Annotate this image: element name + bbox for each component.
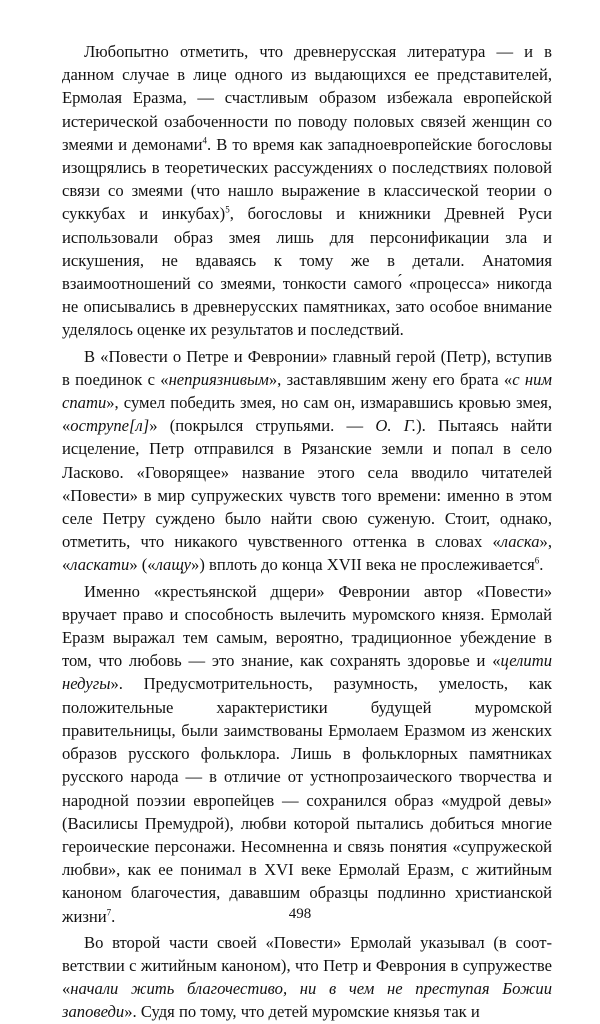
text-run: . В то время как западноевропейские богословы изощрялись в теоретических рассуждениях о последствиях половой связи со змеями (что нашло выражение в классической теории о суккубах и инкубах) — [62, 134, 553, 224]
text-run: , богословы и книжники Древней Руси использовали образ змея лишь для персонификации зла и искушения, не вдаваясь к тому же в детали. Анатомия взаимоотношений со змеями, тонкости самого́ «процесса» никогда не описывались в древнерусских памятниках, зато особое внимание уделялось оценке их результатов и последствий. — [62, 204, 552, 340]
text-run: ). Пытаясь найти исцеление, Петр отправился в Рязанские земли и попал в село Ласково. «Говорящее» название этого села вводило читателей «Повести» в мир супружеских чувств того времени: именно в этом селе Петру суждено было найти свою суженую. Стоит, однако, отметить, что никакого чувственного оттенка в словах « — [62, 416, 553, 552]
text-run: », сумел победить змея, но сам он, измаравшись кровью змея, « — [62, 393, 552, 436]
paragraph — [62, 40, 552, 342]
text-run: ». Судя по тому, что детей муромские князья так и — [124, 1002, 480, 1022]
text-run: », заставлявшим жену его брата « — [268, 369, 513, 389]
text-run: В «Повести о Петре и Февронии» главный герой (Петр), вступив в поединок с « — [62, 346, 552, 389]
text-run: . — [539, 555, 544, 575]
italic-quote: неприязнивым — [168, 369, 269, 389]
italic-quote: ласкати — [70, 555, 130, 575]
text-run: » (« — [129, 555, 156, 575]
text-run: . — [111, 906, 116, 926]
paragraph — [62, 931, 552, 1024]
body-text — [62, 40, 552, 1024]
paragraph — [62, 345, 552, 577]
italic-quote: ласка — [500, 532, 540, 552]
text-run: Любопытно отметить, что древнерусская литература — и в данном случае в лице одного из выдающихся ее представителей, Ермолая Еразма, — счастливым образом избежала европейской истерической озабоченности по поводу половых связей женщин со змеями и демонами — [62, 42, 552, 154]
text-run: Во второй части своей «Повести» Ермолай указывал (в соответствии с житийным каноном), что Петр и Феврония в супружестве « — [62, 932, 552, 999]
italic-quote: лащу — [155, 555, 192, 575]
italic-quote: острупе[л] — [70, 416, 150, 436]
italic-quote: О. Г. — [375, 416, 417, 436]
footnote-ref: 5 — [225, 204, 230, 215]
footnote-ref: 6 — [534, 555, 540, 566]
footnote-ref: 4 — [202, 135, 207, 146]
text-run: », « — [62, 532, 552, 575]
text-run: » (покрылся струпьями. — — [149, 416, 376, 436]
italic-quote: целити недугы — [62, 651, 552, 694]
italic-quote: с ним спати — [62, 369, 553, 413]
text-run: ») вплоть до конца XVII века не прослеживается — [191, 555, 535, 575]
italic-quote: начали жить благочестиво, ни в чем не преступая Божии заповеди — [62, 979, 552, 1022]
footnote-ref: 7 — [106, 906, 112, 917]
page-number: 498 — [288, 906, 312, 922]
paragraph — [62, 580, 552, 928]
text-run: Именно «крестьянской дщери» Февронии автор «Повести» вручает право и способность вылечить муромского князя. Ермолай Еразм выражал тем самым, вероятно, традиционное убеждение в том, что любовь — это знание, как сохранять здоровье и « — [62, 581, 552, 671]
text-run: ». Предусмотрительность, разумность, умелость, как положительные характеристики будущей муромской правительницы, были заимствованы Ермолаем Еразмом из женских образов русского фольклора. Лишь в фольклорных памятниках русского народа — в отличие от устнопрозаического творчества и народной поэзии европейцев — сохранился образ «мудрой девы» (Василисы Премудрой), любви которой пытались добиться многие героические персонажи. Несомненна и связь понятия «супружеской любви», как ее понимал в XVI веке Ермолай Еразм, с житийным каноном благочестия, дававшим образцы подлинно христианской жизни — [62, 674, 552, 926]
